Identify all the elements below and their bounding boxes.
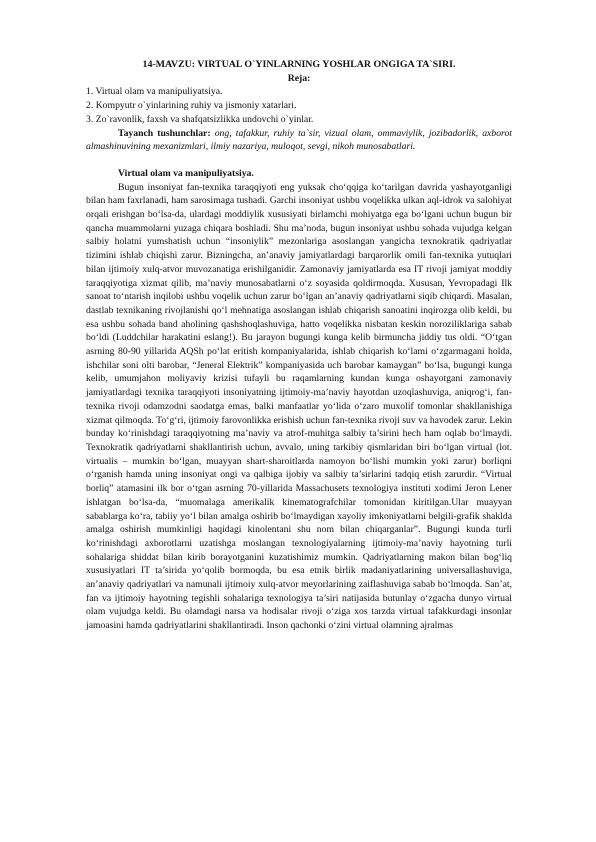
plan-item: 2. Kompyutr o`yinlarining ruhiy va jismoniy xatarlari. — [86, 100, 297, 112]
plan-heading: Reja: — [287, 72, 311, 84]
plan-item: 1. Virtual olam va manipuliyatsiya. — [86, 86, 223, 98]
keywords-paragraph — [86, 127, 512, 154]
document-title: 14-MAVZU: VIRTUAL O`YINLARNING YOSHLAR ONGIGA TA`SIRI. — [142, 59, 456, 70]
spacer — [86, 154, 512, 167]
keywords-label: Tayanch tushunchlar: — [118, 127, 211, 139]
plan-item: 3. Zo`ravonlik, faxsh va shafqatsizlikka undovchi o`yinlar. — [86, 113, 314, 125]
keywords-text: ong, tafakkur, ruhiy ta`sir, vizual olam, ommaviylik, jozibadorlik, axborot almashinuvining mexanizmlari, ilmiy nazariya, muloqot, sevgi, nikoh munosabatlari. — [86, 127, 512, 153]
body-paragraph: Bugun insoniyat fan-texnika taraqqiyoti eng yuksak cho‘qqiga ko‘tarilgan davrida yashayotganligi bilan ham faxrlanadi, ham sarosimaga tushadi. Garchi insoniyat ushbu voqelikka ulkan aql-idrok va salohiyat orqali erishgan bo‘lsa-da, ulardagi moddiylik xususiyati birlamchi mohiyatga ega bo‘lgani uchun bugun bir qancha muammolarni yuzaga chiqara boshladi. Shu ma’noda, bugun insoniyat ushbu sohada vujudga kelgan salbiy holatni yumshatish uchun “insoniylik” mezonlariga asoslangan yangicha texnokratik qadriyatlar tizimini ishlab chiqishi zarur. Bizningcha, an’anaviy jamiyatlardagi barqarorlik omili fan-texnika yutuqlari bilan ijtimoiy xulq-atvor muvozanatiga erishilganidir. Zamonaviy jamiyatlarda esa IT rivoji jamiyat moddiy taraqqiyotiga xizmat qilib, ma’naviy munosabatlarni o‘z soyasida qoldirmoqda. Xususan, Yevropadagi Ilk sanoat to‘ntarish inqilobi ushbu voqelik uchun zarur bo‘lgan an’anaviy qadriyatlarni siqib chiqardi. Masalan, dastlab texnikaning rivojlanishi qo‘l mehnatiga asoslangan ishlab chiqarish sanoatini inqirozga olib keldi, bu esa ushbu sohada band aholining qashshoqlashuviga, hatto voqelikka nisbatan keskin noroziliklariga sabab bo‘ldi (Luddchilar harakatini eslang!). Bu jarayon bugungi kunga kelib birmuncha jiddiy tus oldi. “O‘tgan asrning 80-90 yillarida AQSh po‘lat eritish kompaniyalarida, ishlab chiqarish ko‘lami o‘zgarmagani holda, ishchilar soni olti barobar, “Jeneral Elektrik” kompaniyasida uch barobar kamaygan” bo‘lsa, bugungi kunga kelib, umumjahon moliyaviy krizisi tufayli bu raqamlarning kundan kunga oshayotgani zamonaviy jamiyatlardagi texnika taraqqiyoti insoniyatning ijtimoiy-ma’naviy hayotdan uzoqlashuviga, aniqrog‘i, fan-texnika rivoji odamzodni saodatga emas, balki manfaatlar yo‘lida o‘zaro muxolif tomonlar shakllanishiga xizmat qilmoqda. To‘g‘ri, ijtimoiy farovonlikka erishish uchun fan-texnika rivoji suv va havodek zarur. Lekin bunday ko‘rinishdagi taraqqiyotning ma’naviy va atrof-muhitga salbiy ta’sirini hech ham oqlab bo‘lmaydi. Texnokratik qadriyatlarni shakllantirish uchun, avvalo, uning tarkibiy qismlaridan biri bo‘lgan virtual (lot. virtualis – mumkin bo‘lgan, muayyan shart-sharoitlarda namoyon bo‘lishi mumkin yoki zarur) borliqni o‘rganish hamda uning insoniyat ongi va qalbiga ijobiy va salbiy ta’sirlarini tadqiq etish zarurdir. “Virtual borliq” atamasini ilk bor o‘tgan asrning 70-yillarida Massachusets texnologiya instituti xodimi Jeron Lener ishlatgan bo‘lsa-da, “muomalaga amerikalik kinematografchilar tomonidan kiritilgan.Ular muayyan sabablarga ko‘ra, tabiiy yo‘l bilan amalga oshirib bo‘lmaydigan xayoliy imkoniyatlarni belgili-grafik shaklda amalga oshirish mumkinligi haqidagi kinolentani shu nom bilan chiqarganlar”. Bugungi kunda turli ko‘rinishdagi axborotlarni uzatishga moslangan texnologiyalarning ijtimoiy-ma’naviy hayotning turli sohalariga shiddat bilan kirib borayotganini kuzatishimiz mumkin. Qadriyatlarning makon bilan bog‘liq xususiyatlari IT ta’sirida yo‘qolib bormoqda, bu esa etnik birlik madaniyatlarining universallashuviga, an’anaviy qadriyatlari va namunali ijtimoiy xulq-atvor meyorlarining zaiflashuviga sabab bo‘lmoqda. San’at, fan va ijtimoiy hayotning tegishli sohalariga texnologiya ta’siri natijasida butunlay o‘zgacha dunyo virtual olam vujudga keldi. Bu olamdagi narsa va hodisalar rivoji o‘ziga xos tarzda virtual tafakkurdagi insonlar jamoasini hamda qadriyatlarini shakllantiradi. Inson qachonki o‘zini virtual olamning ajralmas — [86, 181, 512, 632]
section-heading: Virtual olam va manipuliyatsiya. — [118, 167, 254, 179]
plan-list — [86, 85, 512, 126]
